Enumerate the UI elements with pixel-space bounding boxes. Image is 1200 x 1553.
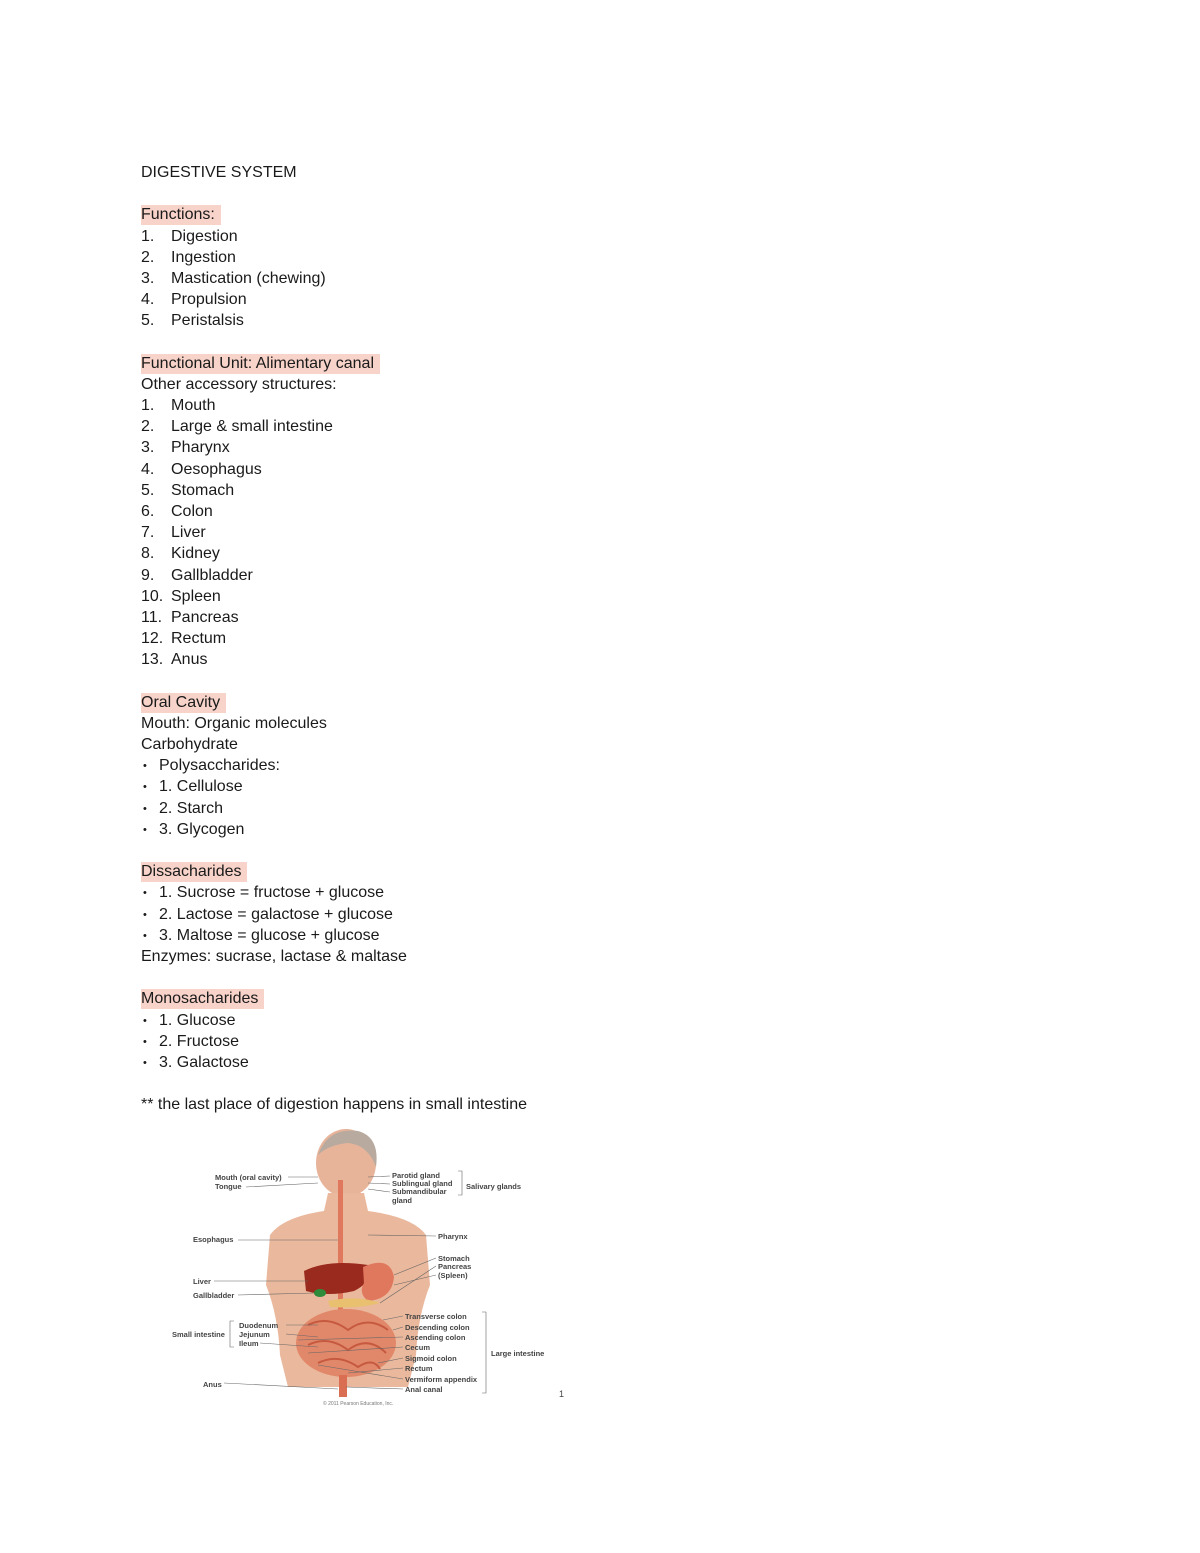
bullet-icon: • bbox=[143, 1014, 147, 1027]
label-rectum: Rectum bbox=[405, 1364, 433, 1373]
label-mouth: Mouth (oral cavity) bbox=[215, 1173, 282, 1182]
list-number: 1. bbox=[141, 227, 155, 245]
bullet-text: 3. Glycogen bbox=[159, 820, 245, 838]
list-item bbox=[141, 543, 841, 564]
label-submandibular: Submandibular bbox=[392, 1187, 447, 1196]
bullet-icon: • bbox=[143, 887, 147, 900]
digestion-note: ** the last place of digestion happens in small intestine bbox=[141, 1096, 528, 1114]
bullet-item bbox=[141, 1052, 841, 1073]
accessory-structures-subheading: Other accessory structures: bbox=[141, 375, 337, 393]
bullet-item bbox=[141, 1010, 841, 1031]
label-salivary-glands: Salivary glands bbox=[466, 1182, 522, 1191]
list-number: 2. bbox=[141, 248, 155, 266]
label-large-intestine: Large intestine bbox=[491, 1349, 545, 1358]
bullet-text: 1. Cellulose bbox=[159, 778, 243, 796]
list-item bbox=[141, 226, 841, 247]
list-number: 3. bbox=[141, 439, 155, 457]
list-number: 12. bbox=[141, 630, 164, 648]
list-number: 6. bbox=[141, 503, 155, 520]
list-text: Rectum bbox=[171, 630, 227, 648]
label-sigmoid-colon: Sigmoid colon bbox=[405, 1354, 457, 1363]
document-page bbox=[141, 162, 841, 1115]
list-item bbox=[141, 437, 841, 458]
bullet-item bbox=[141, 819, 841, 840]
list-text: Mastication (chewing) bbox=[171, 269, 326, 287]
list-number: 4. bbox=[141, 460, 155, 478]
list-item bbox=[141, 501, 841, 522]
functions-heading: Functions: bbox=[141, 205, 221, 225]
list-item bbox=[141, 395, 841, 416]
list-item bbox=[141, 565, 841, 586]
list-number: 9. bbox=[141, 566, 155, 584]
label-duodenum: Duodenum bbox=[239, 1321, 279, 1330]
gallbladder-illustration bbox=[314, 1289, 326, 1297]
list-number: 13. bbox=[141, 651, 164, 669]
label-jejunum: Jejunum bbox=[239, 1330, 270, 1339]
list-item bbox=[141, 628, 841, 649]
list-text: Pancreas bbox=[171, 608, 239, 626]
bullet-icon: • bbox=[143, 1035, 147, 1048]
label-anal-canal: Anal canal bbox=[405, 1385, 443, 1394]
label-parotid-gland: Parotid gland bbox=[392, 1171, 440, 1180]
document-title: DIGESTIVE SYSTEM bbox=[141, 164, 297, 181]
label-gallbladder: Gallbladder bbox=[193, 1291, 235, 1300]
label-esophagus: Esophagus bbox=[193, 1235, 234, 1244]
list-number: 4. bbox=[141, 291, 155, 309]
list-number: 1. bbox=[141, 397, 155, 415]
list-item bbox=[141, 586, 841, 607]
label-anus: Anus bbox=[203, 1380, 222, 1389]
list-text: Peristalsis bbox=[171, 312, 244, 330]
bullet-icon: • bbox=[143, 1056, 147, 1069]
list-number: 10. bbox=[141, 587, 164, 605]
label-small-intestine: Small intestine bbox=[172, 1330, 225, 1339]
bullet-item bbox=[141, 882, 841, 903]
label-sublingual-gland: Sublingual gland bbox=[392, 1179, 453, 1188]
list-text: Spleen bbox=[171, 587, 221, 605]
list-number: 5. bbox=[141, 481, 155, 499]
label-descending-colon: Descending colon bbox=[405, 1323, 470, 1332]
list-text: Large & small intestine bbox=[171, 418, 333, 436]
list-item bbox=[141, 480, 841, 501]
label-cecum: Cecum bbox=[405, 1343, 431, 1352]
bullet-icon: • bbox=[143, 823, 147, 836]
bullet-text: 2. Fructose bbox=[159, 1032, 240, 1050]
bullet-text: 3. Galactose bbox=[159, 1053, 249, 1071]
list-number: 3. bbox=[141, 269, 155, 287]
dissacharides-heading: Dissacharides bbox=[141, 862, 247, 882]
enzymes-line: Enzymes: sucrase, lactase & maltase bbox=[141, 947, 407, 965]
list-text: Oesophagus bbox=[171, 460, 262, 478]
bullet-icon: • bbox=[143, 908, 147, 921]
bullet-text: 1. Sucrose = fructose + glucose bbox=[159, 884, 385, 902]
list-text: Mouth bbox=[171, 397, 216, 415]
label-pharynx: Pharynx bbox=[438, 1232, 468, 1241]
list-text: Kidney bbox=[171, 545, 220, 563]
bullet-item bbox=[141, 798, 841, 819]
bullet-text: 1. Glucose bbox=[159, 1011, 236, 1029]
list-item bbox=[141, 459, 841, 480]
bullet-item bbox=[141, 925, 841, 946]
list-item bbox=[141, 649, 841, 670]
bullet-item bbox=[141, 904, 841, 925]
list-text: Gallbladder bbox=[171, 566, 253, 584]
bullet-icon: • bbox=[143, 760, 147, 773]
monosacharides-heading: Monosacharides bbox=[141, 989, 264, 1009]
structures-list bbox=[141, 395, 841, 670]
label-spleen: (Spleen) bbox=[438, 1271, 468, 1280]
list-item bbox=[141, 289, 841, 310]
bullet-icon: • bbox=[143, 781, 147, 794]
page-number: 1 bbox=[559, 1389, 565, 1399]
list-text: Liver bbox=[171, 524, 206, 542]
bullet-item bbox=[141, 755, 841, 776]
bullet-text: Polysaccharides: bbox=[159, 757, 280, 775]
list-text: Anus bbox=[171, 651, 208, 669]
list-number: 8. bbox=[141, 545, 155, 563]
bullet-text: 2. Starch bbox=[159, 799, 224, 817]
bullet-text: 3. Maltose = glucose + glucose bbox=[159, 926, 380, 944]
label-pancreas: Pancreas bbox=[438, 1262, 472, 1271]
bullet-text: 2. Lactose = galactose + glucose bbox=[159, 905, 393, 923]
bullet-icon: • bbox=[143, 929, 147, 942]
label-vermiform-appendix: Vermiform appendix bbox=[405, 1375, 478, 1384]
oral-cavity-line-1: Mouth: Organic molecules bbox=[141, 714, 327, 732]
label-stomach: Stomach bbox=[438, 1254, 470, 1263]
oral-cavity-line-2: Carbohydrate bbox=[141, 736, 238, 754]
polysaccharides-list bbox=[141, 755, 841, 840]
label-tongue: Tongue bbox=[215, 1182, 242, 1191]
list-number: 5. bbox=[141, 312, 155, 330]
functions-list bbox=[141, 226, 841, 332]
dissacharides-list bbox=[141, 882, 841, 946]
list-number: 7. bbox=[141, 524, 155, 542]
list-item bbox=[141, 268, 841, 289]
label-ileum: Ileum bbox=[239, 1339, 259, 1348]
figure-copyright: © 2011 Pearson Education, Inc. bbox=[323, 1401, 394, 1407]
digestive-system-diagram bbox=[168, 1125, 568, 1410]
list-number: 2. bbox=[141, 418, 155, 436]
oral-cavity-heading: Oral Cavity bbox=[141, 693, 226, 713]
list-text: Ingestion bbox=[171, 248, 236, 266]
bullet-item bbox=[141, 776, 841, 797]
label-gland: gland bbox=[392, 1196, 412, 1205]
list-number: 11. bbox=[141, 608, 163, 626]
list-text: Colon bbox=[171, 503, 213, 520]
list-item bbox=[141, 607, 841, 628]
list-item bbox=[141, 416, 841, 437]
functional-unit-heading: Functional Unit: Alimentary canal bbox=[141, 354, 380, 374]
label-ascending-colon: Ascending colon bbox=[405, 1333, 466, 1342]
list-item bbox=[141, 310, 841, 331]
bullet-item bbox=[141, 1031, 841, 1052]
list-text: Digestion bbox=[171, 227, 238, 245]
list-text: Pharynx bbox=[171, 439, 230, 457]
list-item bbox=[141, 522, 841, 543]
label-transverse-colon: Transverse colon bbox=[405, 1312, 467, 1321]
label-liver: Liver bbox=[193, 1277, 211, 1286]
list-item bbox=[141, 247, 841, 268]
bullet-icon: • bbox=[143, 802, 147, 815]
monosacharides-list bbox=[141, 1010, 841, 1074]
list-text: Stomach bbox=[171, 481, 235, 499]
list-text: Propulsion bbox=[171, 291, 247, 309]
